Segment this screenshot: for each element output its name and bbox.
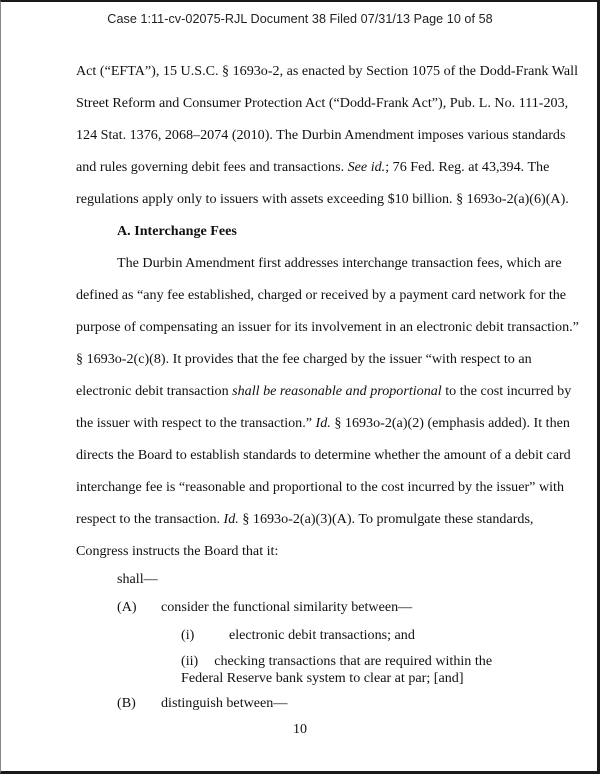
quote-a-text: consider the functional similarity between— xyxy=(161,599,413,615)
para-line-9: respect to the transaction. Id. § 1693o-2(a)(3)(A). To promulgate these standards, xyxy=(76,511,534,527)
quote-ii-line-1: (ii) checking transactions that are required within the xyxy=(181,653,493,669)
quote-i-label: (i) xyxy=(181,627,195,643)
case-header: Case 1:11-cv-02075-RJL Document 38 Filed 07/31/13 Page 10 of 58 xyxy=(107,12,493,26)
quote-ii-label: (ii) xyxy=(181,653,199,669)
quote-b-text: distinguish between— xyxy=(161,695,288,711)
quote-a-label: (A) xyxy=(117,599,137,615)
quote-b-label: (B) xyxy=(117,695,136,711)
para-line-4: § 1693o-2(c)(8). It provides that the fee charged by the issuer “with respect to an xyxy=(76,351,532,367)
page-number: 10 xyxy=(293,722,307,737)
quote-ii-line-2: Federal Reserve bank system to clear at par; [and] xyxy=(181,670,464,686)
quote-i-text: electronic debit transactions; and xyxy=(229,627,415,643)
para-line-2: defined as “any fee established, charged or received by a payment card network for the xyxy=(76,287,567,303)
quote-shall: shall— xyxy=(117,571,158,587)
body-line-5: regulations apply only to issuers with assets exceeding $10 billion. § 1693o-2(a)(6)(A). xyxy=(76,191,569,207)
para-line-10: Congress instructs the Board that it: xyxy=(76,543,279,559)
para-line-1: The Durbin Amendment first addresses interchange transaction fees, which are xyxy=(117,255,562,271)
citation-italic: See id. xyxy=(347,159,386,175)
body-line-4: and rules governing debit fees and transactions. See id.; 76 Fed. Reg. at 43,394. The xyxy=(76,159,550,175)
para-line-3: purpose of compensating an issuer for its involvement in an electronic debit transaction.” xyxy=(76,319,579,335)
para-line-5: electronic debit transaction shall be reasonable and proportional to the cost incurred by xyxy=(76,383,572,399)
emphasis-italic: shall be reasonable and proportional xyxy=(232,383,442,399)
section-heading: A. Interchange Fees xyxy=(117,223,237,239)
para-line-6: the issuer with respect to the transaction.” Id. § 1693o-2(a)(2) (emphasis added). It then xyxy=(76,415,570,431)
body-line-3: 124 Stat. 1376, 2068–2074 (2010). The Durbin Amendment imposes various standards xyxy=(76,127,566,143)
para-line-7: directs the Board to establish standards to determine whether the amount of a debit card xyxy=(76,447,571,463)
body-line-1: Act (“EFTA”), 15 U.S.C. § 1693o-2, as enacted by Section 1075 of the Dodd-Frank Wall xyxy=(76,63,579,79)
para-line-8: interchange fee is “reasonable and proportional to the cost incurred by the issuer” with xyxy=(76,479,565,495)
citation-italic: Id. xyxy=(315,415,331,431)
citation-italic: Id. xyxy=(223,511,239,527)
body-line-2: Street Reform and Consumer Protection Act (“Dodd-Frank Act”), Pub. L. No. 111-203, xyxy=(76,95,569,111)
